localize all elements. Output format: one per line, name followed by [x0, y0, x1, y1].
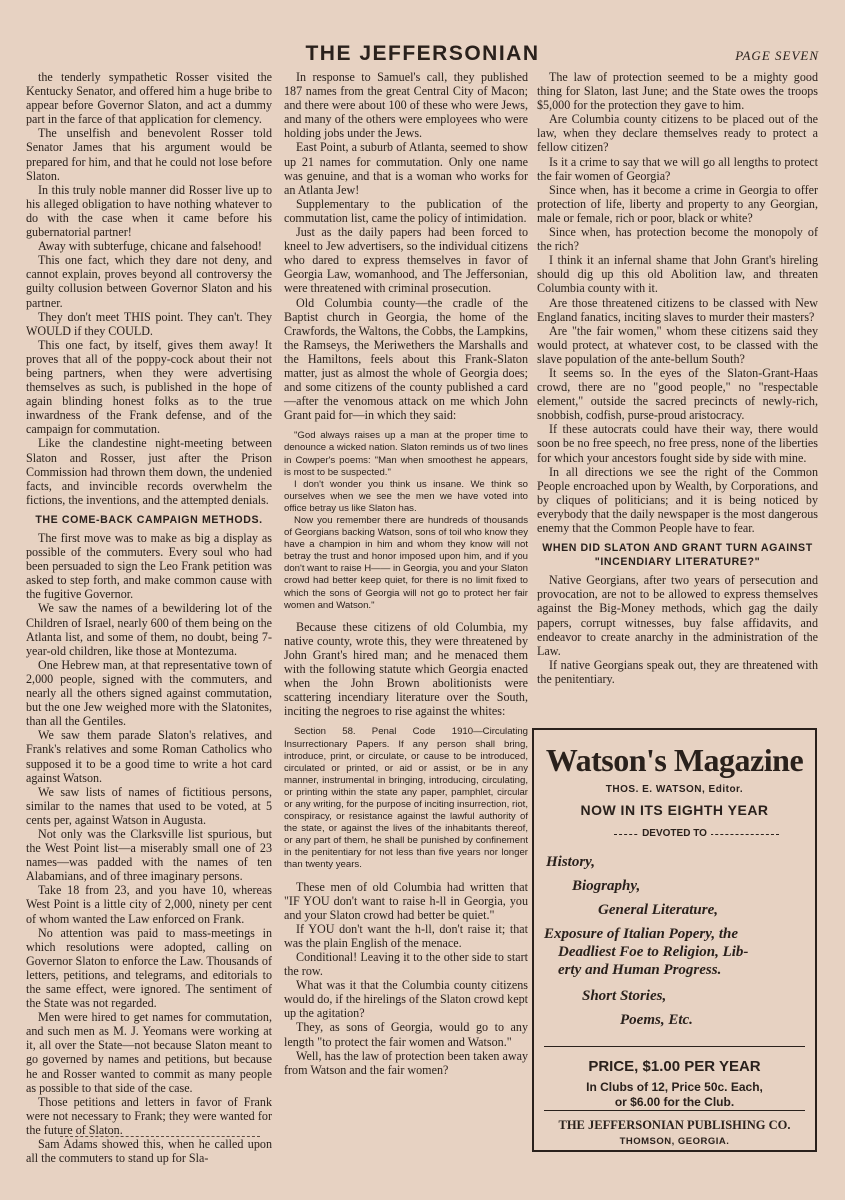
paragraph: Are those threatened citizens to be classed with New England fanatics, inciting slaves to murder their masters?: [537, 295, 818, 324]
paragraph: the tenderly sympathetic Rosser visited the Kentucky Senator, and offered him a huge bribe to appear before Governor Slaton, and act a dummy part in the farce of that application for clemency.: [26, 70, 272, 127]
ad-editor: THOS. E. WATSON, Editor.: [605, 784, 744, 795]
section-heading-incendiary: WHEN DID SLATON AND GRANT TURN AGAINST "INCENDIARY LITERATURE?": [542, 542, 813, 569]
paragraph: These men of old Columbia had written that "IF YOU don't want to raise h-ll in Georgia, you and your Slaton crowd had better be quiet.": [284, 879, 528, 922]
column-1-intro: [26, 70, 272, 507]
ad-topic-literature: General Literature,: [598, 902, 718, 918]
paragraph: They, as sons of Georgia, would go to any length "to protect the fair women and Watson.": [284, 1020, 528, 1049]
paragraph: Are "the fair women," whom these citizens said they would protect, at whatever cost, to be classed with the slave population of the ante-bellum South?: [537, 323, 818, 366]
paragraph: Old Columbia county—the cradle of the Baptist church in Georgia, the home of the Crawfords, the Waltons, the Cobbs, the Lampkins, the Ramseys, the Meriwethers the Marshalls and the Hamiltons, feels about this Frank-Slaton matter, just as almost the whole of Georgia does; and some citizens of the county published a card—after the venomous attack on me which John Grant paid for—in which they said:: [284, 295, 529, 423]
paragraph: We saw them parade Slaton's relatives, and Frank's relatives and some Roman Catholics who supposed it to be a good time to write a hot card against Watson.: [26, 728, 272, 785]
paragraph: I think it an infernal shame that John Grant's hireling should dig up this old Abolition law, and threaten Columbia county with it.: [537, 253, 818, 296]
paragraph: Since when, has it become a crime in Georgia to offer protection of life, liberty and property to any Georgian, male or female, rich or poor, black or white?: [537, 182, 818, 225]
paragraph: Men were hired to get names for commutation, and such men as M. J. Yeomans were working at it, all over the State—not because Slaton meant to go governed by names and petitions, but because he and Rosser wanted to commit as many people as possible to that side of the case.: [26, 1010, 272, 1095]
paragraph: In response to Samuel's call, they published 187 names from the great Central City of Macon; and there were about 100 of these who were Jews, and many of the others were employees who were holding jobs under the Jews.: [284, 70, 528, 141]
ad-year: NOW IN ITS EIGHTH YEAR: [580, 802, 769, 818]
column-2-end: [284, 880, 528, 1077]
paragraph: If these autocrats could have their way, there would soon be no free speech, no free press, none of the liberties for which your ancestors fought side by side with mine.: [537, 422, 818, 465]
footer-rule: [60, 1136, 260, 1137]
paragraph: If YOU don't want the h-ll, don't raise it; that was the plain English of the menace.: [284, 921, 528, 950]
columbia-card-quote: [284, 430, 528, 611]
paragraph: Since when, has protection become the monopoly of the rich?: [537, 225, 818, 254]
penal-code-statute: [284, 726, 528, 871]
column-2-intro: [284, 70, 528, 422]
paragraph: In all directions we see the right of the Common People encroached upon by Wealth, by Corporations, and by cliques of politicians; and it is being noticed by everybody that the daily newspaper is the most dangerous enemy that the Common People have to fear.: [537, 464, 818, 535]
section-heading-come-back: THE COME-BACK CAMPAIGN METHODS.: [35, 513, 263, 526]
masthead: [0, 40, 845, 68]
paragraph: Is it a crime to say that we will go all lengths to protect the fair women of Georgia?: [537, 154, 818, 183]
paragraph: East Point, a suburb of Atlanta, seemed to show up 21 names for commutation. Only one name was genuine, and that is a woman who works for an Atlanta Jew!: [284, 140, 528, 197]
paragraph: Sam Adams showed this, when he called upon all the commuters to stand up for Sla-: [26, 1137, 272, 1166]
ad-divider: [544, 1046, 805, 1047]
paragraph: Just as the daily papers had been forced to kneel to Jew advertisers, so the individual citizens who dared to express themselves in favor of Georgia Law, womanhood, and The Jeffersonian, were threatened with criminal prosecution.: [284, 225, 528, 296]
column-1-body: [26, 531, 272, 1165]
column-3-intro: [537, 70, 818, 535]
paragraph: Section 58. Penal Code 1910—Circulating Insurrectionary Papers. If any person shall bring, introduce, print, or circulate, or cause to be introduced, circulated or printed, or aid or assist, or be in any manner, instrumental in bringing, introducing, circulating, or printing within the state any paper, pamphlet, circular or any writing, for the purpose of inciting insurrection, riot, conspiracy, or resistance against the lawful authority of the state, or against the lives of the inhabitants thereof, or any part of them, he shall be punished by confinement in the penitentiary for not less than five years nor longer than twenty years.: [284, 726, 528, 871]
paragraph: It seems so. In the eyes of the Slaton-Grant-Haas crowd, there are no "good people," no "respectable element," outside the sacred precincts of newly-rich, snobbish, codfish, purse-proud aristocracy.: [537, 365, 818, 423]
paragraph: This one fact, which they dare not deny, and cannot explain, proves beyond all controversy the guilty collusion between Governor Slaton and his partner.: [26, 253, 272, 310]
paragraph: Not only was the Clarksville list spurious, but the West Point list—a miserably small one of 23 names—was padded with the names of ten Alabamians, and of three imaginary persons.: [26, 826, 272, 884]
ad-clubs: In Clubs of 12, Price 50c. Each, or $6.00 for the Club.: [586, 1080, 763, 1109]
paragraph: Because these citizens of old Columbia, my native county, wrote this, they were threatened by John Grant's hired man; and he menaced them with the following statute which Georgia enacted when the John Brown abolitionists were scattering incendiary literature over the South, inciting the negroes to rise against the whites:: [284, 619, 528, 719]
ad-divider-2: [544, 1110, 805, 1111]
ad-place: THOMSON, GEORGIA.: [619, 1136, 730, 1147]
paragraph: Now you remember there are hundreds of thousands of Georgians backing Watson, sons of toil who know they have a champion in him and whom they know will not betray the trust and honor imposed upon him, and if you don't want to raise H—— in Georgia, you and your Slaton crowd had better keep quiet, for there is no limit fixed to which the sons of Georgia will not go to protect her fair women and Watson.": [284, 515, 528, 611]
paragraph: Away with subterfuge, chicane and falsehood!: [38, 239, 262, 254]
paragraph: I don't wonder you think us insane. We think so ourselves when we see the men we have voted into office betray us like Slaton has.: [284, 478, 528, 514]
paragraph: We saw the names of a bewildering lot of the Children of Israel, nearly 600 of them being on the Atlanta list, and some of them, no doubt, being 7-year-old children, like those at Montezuma.: [26, 601, 272, 658]
ad-topic-history: History,: [546, 854, 596, 870]
ad-magazine-name: Watson's Magazine: [545, 742, 804, 778]
column-2-middle: [284, 620, 528, 719]
ad-topic-poems: Poems, Etc.: [620, 1012, 693, 1028]
paragraph: Take 18 from 23, and you have 10, whereas West Point is a little city of 2,000, ninety per cent of whom wanted the Law enforced on Frank.: [26, 883, 272, 926]
paragraph: Those petitions and letters in favor of Frank were not necessary to Frank; they were wanted for the future of Slaton.: [26, 1094, 272, 1137]
paragraph: What was it that the Columbia county citizens would do, if the hirelings of the Slaton crowd kept up the agitation?: [284, 978, 528, 1021]
ad-topic-popery-1: Exposure of Italian Popery, the: [544, 926, 739, 942]
column-2: [284, 70, 528, 1077]
paragraph: "God always raises up a man at the proper time to denounce a wicked nation. Slaton reminds us of two lines in Cowper's poems: "Man when smoothest he appears, is most to be suspected.": [284, 430, 528, 478]
paragraph: No attention was paid to mass-meetings in which resolutions were adopted, calling on Governor Slaton to enforce the Law. Thousands of letters, petitions, and telegrams, and editorials to the same effect, were ignored. The sentiment of the State was not regarded.: [26, 925, 272, 1011]
paragraph: Like the clandestine night-meeting between Slaton and Rosser, just after the Prison Commission had thrown them down, the undenied facts, and invincible records overwhelm the fictions, the inventions, and the attempted denials.: [26, 436, 272, 507]
column-3: [537, 70, 818, 686]
paragraph: Well, has the law of protection been taken away from Watson and the fair women?: [284, 1048, 528, 1077]
ad-publisher: THE JEFFERSONIAN PUBLISHING CO.: [558, 1118, 791, 1132]
ad-topic-popery-3: erty and Human Progress.: [558, 962, 722, 978]
ad-price: PRICE, $1.00 PER YEAR: [588, 1058, 761, 1075]
column-1: [26, 70, 272, 1165]
ad-topic-popery-2: Deadliest Foe to Religion, Lib-: [558, 944, 749, 960]
paragraph: Conditional! Leaving it to the other side to start the row.: [284, 950, 528, 979]
watsons-magazine-ad: [532, 728, 817, 1152]
column-3-body: [537, 573, 818, 686]
paragraph: We saw lists of names of fictitious persons, similar to the names that used to be voted, at 5 cents per, against Watson in Augusta.: [26, 784, 272, 827]
paragraph: This one fact, by itself, gives them away! It proves that all of the poppy-cock about their not being partners, when they were advertising themselves as such, is published in the hope of again blinding honest folks as to the true inwardness of the Frank defense, and of the campaign for commutation.: [26, 337, 272, 437]
ad-topic-biography: Biography,: [572, 878, 641, 894]
paragraph: Native Georgians, after two years of persecution and provocation, are not to be allowed to express themselves against the Big-Money methods, which gag the daily papers, corrupt witnesses, buy false affidavits, and endeavor to create anarchy in the administration of the Law.: [537, 573, 818, 658]
paragraph: The law of protection seemed to be a mighty good thing for Slaton, last June; and the State owes the troops $5,000 for the protection they gave to him.: [537, 70, 818, 113]
paragraph: If native Georgians speak out, they are threatened with the penitentiary.: [537, 657, 818, 686]
paragraph: The first move was to make as big a display as possible of the commuters. Every soul who had been persuaded to sign the Leo Frank petition was asked to step forth, and make common cause with the fugitive Governor.: [26, 531, 272, 602]
paragraph: In this truly noble manner did Rosser live up to his alleged obligation to have nothing whatever to do with the case when it came before his gubernatorial partner!: [26, 182, 272, 240]
paragraph: Are Columbia county citizens to be placed out of the law, when they declare themselves ready to protect a fellow citizen?: [537, 112, 818, 155]
paragraph: They don't meet THIS point. They can't. They WOULD if they COULD.: [26, 309, 272, 338]
paragraph: One Hebrew man, at that representative town of 2,000 people, signed with the commuters, and nearly all the others signed against commutation, but the one Jew weighed more with the Slatonites, than all the Gentiles.: [26, 657, 272, 729]
ad-topic-short-stories: Short Stories,: [582, 988, 667, 1004]
paragraph: The unselfish and benevolent Rosser told Senator James that his argument would be prepared for him, and that he could not lose before Slaton.: [26, 126, 272, 183]
paragraph: Supplementary to the publication of the commutation list, came the policy of intimidation.: [284, 196, 528, 225]
ad-devoted-label: DEVOTED TO: [534, 828, 815, 839]
newspaper-title: THE JEFFERSONIAN: [305, 42, 540, 65]
page-number: PAGE SEVEN: [735, 48, 819, 63]
